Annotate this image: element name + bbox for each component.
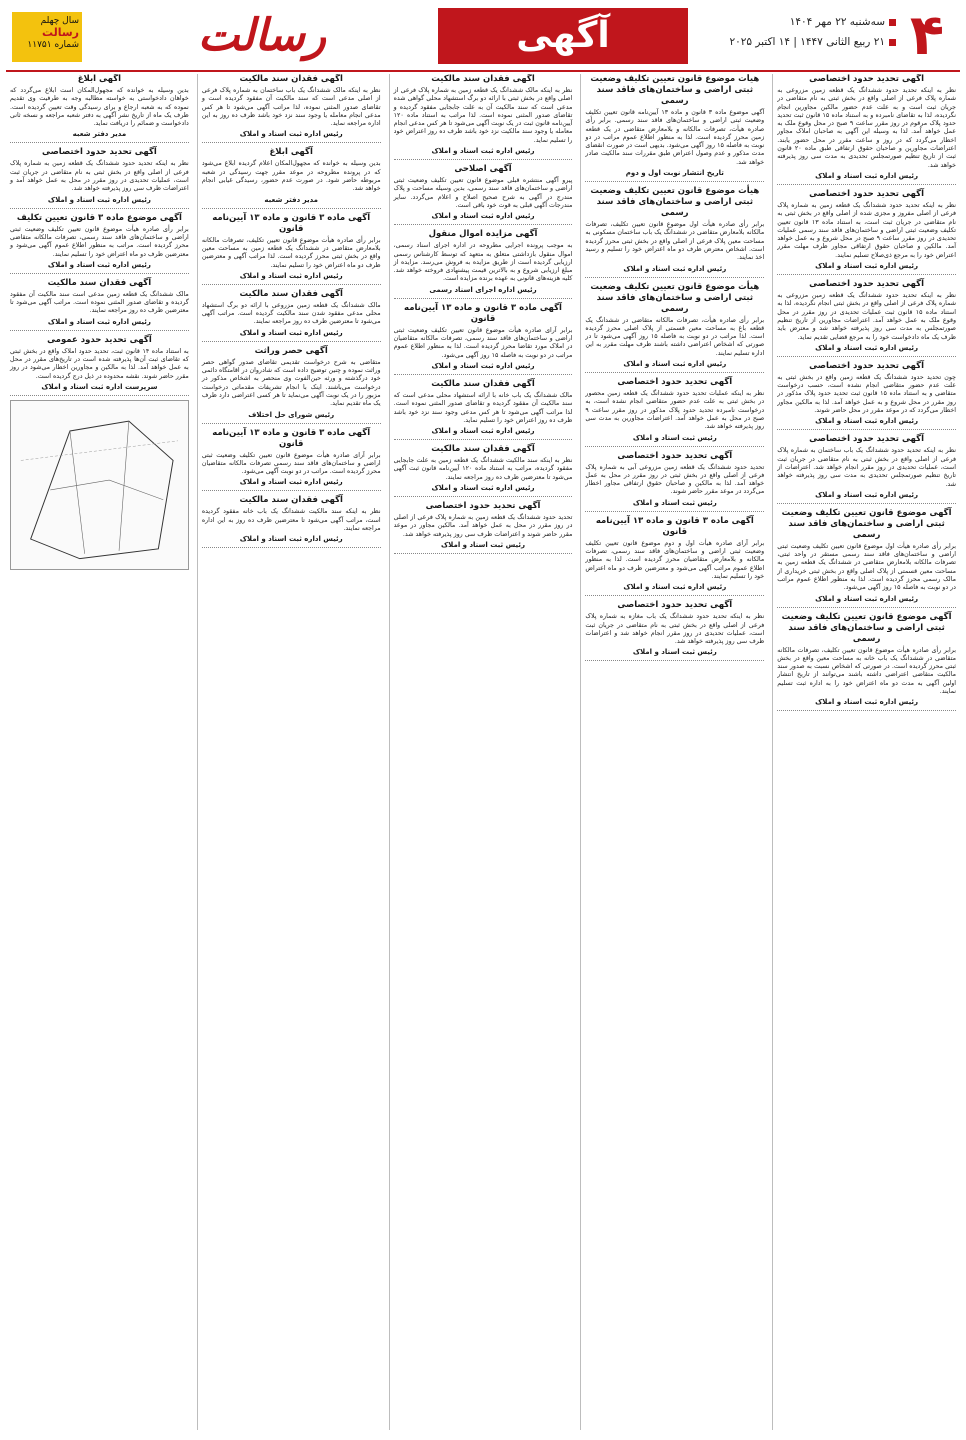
notice-title: آگهی تحدید حدود اختصاصی bbox=[617, 450, 733, 461]
notice-title: آگهی فقدان سند مالکیت bbox=[239, 74, 343, 84]
notice-title: آگهی تحدید حدود اختصاصی bbox=[809, 434, 925, 445]
notice-signature: سرپرست اداره ثبت اسناد و املاک bbox=[41, 382, 158, 391]
date-text-2: ۲۱ ربیع الثانی ۱۴۴۷ | ۱۴ اکتبر ۲۰۲۵ bbox=[729, 36, 885, 48]
notice-body: آگهی موضوع ماده ۳ قانون و ماده ۱۳ آیین‌نامه قانون تعیین تکلیف وضعیت ثبتی اراضی و ساختمان‌های فاقد سند رسمی. برابر رأی صادره هیأت، تصرفات مالکانه و بلامعارض متقاضی در یک قطعه زمین محرز گردیده است. لذا به منظور اطلاع عموم مراتب در دو نوبت به فاصله ۱۵ روز آگهی می‌شود. بدیهی است در صورت انقضای مدت مذکور و عدم وصول اعتراض طبق مقررات سند مالکیت صادر خواهد شد. bbox=[585, 109, 765, 166]
notice-body: تحدید حدود ششدانگ یک قطعه زمین مزروعی آبی به شماره پلاک فرعی از اصلی واقع در بخش ثبتی در روز مقرر در محل به عمل خواهد آمد. لذا به مالکین و صاحبان حقوق ارتفاقی مجاور اخطار می‌گردد در موعد مقرر حاضر شوند. bbox=[585, 463, 765, 496]
notice-title: آگهی فقدان سند مالکیت bbox=[239, 495, 343, 506]
notice-title: آگهی ماده ۳ قانون و ماده ۱۳ آیین‌نامه قانون bbox=[212, 212, 371, 234]
notice bbox=[777, 612, 956, 712]
notice-body: بدین وسیله به خوانده که مجهول‌المکان اعلام گردیده ابلاغ می‌شود که در پرونده مطروحه در موعد مقرر جهت رسیدگی در شعبه مربوطه حاضر شود. در صورت عدم حضور، رسیدگی غیابی انجام خواهد شد. bbox=[201, 160, 381, 193]
notice bbox=[585, 451, 764, 512]
notice-body: به استناد ماده ۱۴ قانون ثبت، تحدید حدود املاک واقع در بخش ثبتی که تقاضای ثبت آن‌ها پذیرفته شده است در تاریخ‌های مقرر در محل به عمل خواهد آمد. لذا به مالکین و مجاورین اخطار می‌شود در روز مقرر حاضر شوند. نقشه محدوده در ذیل درج گردیده است. bbox=[10, 347, 189, 380]
notice-divider bbox=[10, 208, 189, 209]
notice-columns bbox=[6, 74, 960, 1430]
notice-title: آگهی ابلاغ bbox=[269, 147, 313, 158]
notice-body: برابر آرای صادره هیأت موضوع قانون تعیین تکلیف وضعیت ثبتی اراضی و ساختمان‌های فاقد سند رسمی، تصرفات مالکانه متقاضیان در املاک مورد تقاضا محرز گردیده است. لذا به منظور اطلاع عموم مراتب در دو نوبت به فاصله ۱۵ روز آگهی می‌شود. bbox=[393, 326, 573, 359]
notice-signature: رئیس ثبت اسناد و املاک bbox=[632, 433, 717, 442]
notice-body: برابر رأی صادره هیأت موضوع قانون تعیین تکلیف، تصرفات مالکانه بلامعارض متقاضی در ششدانگ یک قطعه زمین به مساحت معین واقع در بخش ثبتی محرز گردیده است. لذا مراتب آگهی و معترضین ظرف دو ماه اعتراض خود را تسلیم نمایند. bbox=[201, 236, 381, 269]
pub-issue: شماره ۱۱۷۵۱ bbox=[27, 40, 79, 50]
notice bbox=[394, 501, 573, 554]
notice-title: آگهی تحدید حدود عمومی bbox=[47, 334, 152, 345]
notice-title: آگهی تحدید حدود اختصاصی bbox=[617, 377, 733, 388]
notice-divider bbox=[585, 372, 764, 373]
notice bbox=[10, 335, 189, 396]
notice-divider bbox=[777, 274, 956, 275]
notice bbox=[202, 495, 381, 548]
notice-divider bbox=[202, 341, 381, 342]
notice-body: برابر رأی صادره هیأت موضوع قانون تعیین تکلیف وضعیت ثبتی اراضی و ساختمان‌های فاقد سند رسمی، تصرفات مالکانه متقاضی محرز گردیده است. مراتب به منظور اطلاع عموم آگهی می‌شود و معترضین ظرف دو ماه اعتراض خود را تسلیم نمایند. bbox=[10, 225, 189, 258]
publication-info-box bbox=[12, 12, 82, 62]
notice-title: آگهی ماده ۳ قانون و ماده ۱۳ آیین‌نامه قانون bbox=[404, 302, 562, 324]
notice-signature: رئیس ثبت اسناد و املاک bbox=[441, 540, 525, 549]
notice-title: آگهی تحدید حدود اختصاصی bbox=[425, 501, 541, 512]
notice-title: آگهی موضوع قانون تعیین تکلیف وضعیت ثبتی اراضی و ساختمان‌های فاقد سند رسمی bbox=[781, 611, 952, 644]
notice bbox=[10, 213, 189, 274]
notice-signature: رئیس اداره ثبت اسناد و املاک bbox=[239, 328, 343, 337]
notice-title: آگهی فقدان سند مالکیت bbox=[239, 288, 343, 299]
notice bbox=[394, 74, 573, 160]
column-1 bbox=[772, 74, 960, 1430]
notice-body: نظر به اینکه تحدید حدود ششدانگ یک باب مغازه به شماره پلاک فرعی از اصلی واقع در بخش ثبتی به نام متقاضی در جریان ثبت است، عملیات تحدیدی در روز مقرر انجام خواهد شد و اعتراضات ظرف سی روز پذیرفته خواهد شد. bbox=[585, 613, 765, 646]
notice-body: برابر رأی صادره هیأت موضوع قانون تعیین تکلیف، تصرفات مالکانه متقاضی در ششدانگ یک باب خانه به مساحت معین واقع در بخش ثبتی محرز گردیده است. در صورتی که اشخاص نسبت به صدور سند مالکیت متقاضی اعتراضی داشته باشند می‌توانند از تاریخ انتشار اولین آگهی به مدت دو ماه اعتراض خود را به اداره ثبت تسلیم نمایند. bbox=[777, 646, 956, 696]
notice bbox=[585, 186, 764, 277]
date-text-1: سه‌شنبه ۲۲ مهر ۱۴۰۴ bbox=[789, 16, 885, 28]
notice bbox=[585, 74, 764, 182]
notice-signature: رئیس اداره ثبت اسناد و املاک bbox=[815, 594, 919, 603]
notice-body: متقاضی به شرح درخواست تقدیمی تقاضای صدور گواهی حصر وراثت نموده و چنین توضیح داده است که شادروان در اقامتگاه دائمی خود درگذشته و ورثه حین‌الفوت وی منحصر به اشخاص مذکور در درخواست می‌باشند. اینک با انجام تشریفات مقدماتی درخواست مزبور را در یک نوبت آگهی می‌نماید تا هر کسی اعتراضی دارد ظرف یک ماه تقدیم نماید. bbox=[201, 358, 381, 408]
notice-title: آگهی موضوع قانون تعیین تکلیف وضعیت ثبتی اراضی و ساختمان‌های فاقد سند رسمی bbox=[781, 507, 952, 540]
date-line bbox=[696, 32, 896, 52]
notice bbox=[202, 428, 381, 492]
notice-signature: رئیس اداره ثبت اسناد و املاک bbox=[239, 130, 343, 139]
notice bbox=[585, 282, 764, 373]
column-4 bbox=[197, 74, 385, 1430]
notice bbox=[10, 147, 189, 208]
notice-divider bbox=[202, 208, 381, 209]
notice-signature: رئیس اداره ثبت اسناد و املاک bbox=[815, 171, 919, 180]
notice-body: نظر به اینکه تحدید حدود ششدانگ یک قطعه زمین مزروعی به شماره پلاک فرعی از اصلی واقع در بخش ثبتی به نام متقاضی در جریان ثبت است و به علت عدم حضور مالکین مجاورین انجام نگردیده، لذا به تقاضای نامبرده و به استناد ماده ۱۵ قانون ثبت تحدید حدود پلاک مرقوم در روز مقرر ساعت ۹ صبح در محل وقوع ملک به عمل خواهد آمد. لذا به وسیله این آگهی به صاحبان املاک مجاور اخطار می‌گردد که در روز و ساعت مقرر در محل حضور یابند. اعتراضات مجاورین و صاحبان حقوق ارتفاقی طبق ماده ۲۰ قانون ثبت از تاریخ تنظیم صورتمجلس تحدیدی به مدت سی روز پذیرفته خواهد شد. bbox=[777, 87, 956, 169]
notice-title: هیأت موضوع قانون تعیین تکلیف وضعیت ثبتی اراضی و ساختمان‌های فاقد سند رسمی bbox=[590, 186, 760, 219]
notice-signature: رئیس اداره ثبت اسناد و املاک bbox=[431, 484, 535, 493]
notice-divider bbox=[585, 511, 764, 512]
notice-divider bbox=[202, 142, 381, 143]
page-number: ۴ bbox=[909, 3, 945, 68]
notice-signature: رئیس اداره اجرای اسناد رسمی bbox=[429, 285, 537, 294]
column-2 bbox=[580, 74, 768, 1430]
notice-signature: رئیس ثبت اسناد و املاک bbox=[632, 498, 717, 507]
notice-body: نظر به اینکه تحدید حدود ششدانگ یک باب ساختمان به شماره پلاک فرعی از اصلی واقع در بخش ثبتی به نام متقاضی در جریان ثبت است، عملیات تحدیدی در روز مقرر انجام خواهد شد. اعتراضات از تاریخ تنظیم صورتمجلس تحدیدی به مدت سی روز پذیرفته خواهد شد. bbox=[777, 447, 956, 488]
notice bbox=[777, 74, 956, 185]
column-3 bbox=[389, 74, 577, 1430]
notice-title: آگهی تحدید حدود اختصاصی bbox=[809, 279, 925, 290]
notice-signature: رئیس شورای حل اختلاف bbox=[248, 410, 335, 419]
column-5 bbox=[6, 74, 193, 1430]
notice bbox=[777, 508, 956, 608]
bullet-square-icon bbox=[889, 39, 896, 46]
bullet-square-icon bbox=[889, 19, 896, 26]
mini-logo: رسالت bbox=[41, 26, 79, 39]
notice-divider bbox=[394, 496, 573, 497]
notice bbox=[585, 516, 764, 596]
notice-title: آگهی ابلاغ bbox=[77, 74, 122, 84]
notice-title: آگهی ماده ۳ قانون و ماده ۱۳ آیین‌نامه قانون bbox=[212, 427, 371, 449]
notice-title: آگهی حصر وراثت bbox=[254, 345, 328, 356]
notice-divider bbox=[394, 298, 573, 299]
notice-body: پیرو آگهی منتشره قبلی موضوع قانون تعیین تکلیف وضعیت ثبتی اراضی و ساختمان‌های فاقد سند رسمی، بدین وسیله مساحت و پلاک مندرج در آگهی به شرح صحیح اصلاح و اعلام می‌گردد. سایر مندرجات آگهی قبلی به قوت خود باقی است. bbox=[393, 177, 573, 209]
notice-divider bbox=[10, 273, 189, 274]
notice-body: نظر به اینکه مالک ششدانگ یک قطعه زمین به شماره پلاک فرعی از اصلی واقع در بخش ثبتی با ارائه دو برگ استشهاد محلی گواهی شده مدعی است که سند مالکیت آن به علت جابجایی مفقود گردیده و تقاضای صدور المثنی نموده است. لذا مراتب به استناد ماده ۱۲۰ آیین‌نامه قانون ثبت در یک نوبت آگهی می‌شود تا هر کس مدعی انجام معامله یا وجود سند مالکیت نزد خود باشد ظرف ده روز اعتراض خود را تسلیم نماید. bbox=[393, 87, 573, 144]
notice-signature: رئیس اداره ثبت اسناد و املاک bbox=[239, 271, 343, 280]
notice-divider bbox=[202, 547, 381, 548]
notice-divider bbox=[202, 423, 381, 424]
notice-body: نظر به اینکه عملیات تحدید حدود ششدانگ یک قطعه زمین محصور در بخش ثبتی به علت عدم حضور متقاضی انجام نشده است، به درخواست نامبرده تحدید حدود پلاک مذکور در روز مقرر ساعت ۹ صبح در محل به عمل خواهد آمد. اعتراضات مجاورین به مدت سی روز پذیرفته خواهد شد. bbox=[585, 390, 765, 431]
notice-body: نظر به اینکه تحدید حدود ششدانگ یک قطعه زمین مزروعی به شماره پلاک فرعی از اصلی واقع در بخش ثبتی انجام نگردیده، لذا به استناد ماده ۱۵ قانون ثبت عملیات تحدیدی در روز مقرر در محل وقوع ملک به عمل خواهد آمد. اعتراضات مجاورین از تاریخ تنظیم صورتمجلس به مدت سی روز پذیرفته خواهد شد و معترض باید ظرف یک ماه دادخواست خود را به مرجع قضایی تقدیم نماید. bbox=[777, 292, 957, 341]
notice-title: آگهی مزایده اموال منقول bbox=[428, 229, 538, 240]
notice-body: چون تحدید حدود ششدانگ یک قطعه زمین واقع در بخش ثبتی به علت عدم حضور متقاضی انجام نشده است، حسب درخواست متقاضی و به استناد ماده ۱۵ قانون ثبت تحدید حدود پلاک مذکور در روز مقرر در محل شروع و به عمل خواهد آمد. لذا به مالکین مجاور اخطار می‌گردد که در موعد مقرر در محل حاضر شوند. bbox=[777, 373, 956, 415]
notice-body: برابر رأی صادره هیأت، تصرفات مالکانه متقاضی در ششدانگ یک قطعه باغ به مساحت معین قسمتی از پلاک اصلی محرز گردیده است. لذا مراتب در دو نوبت به فاصله ۱۵ روز آگهی می‌شود تا در صورتی که اشخاص اعتراضی داشته باشند ظرف مهلت مقرر به این اداره تسلیم نمایند. bbox=[585, 316, 765, 357]
notice bbox=[777, 361, 956, 430]
notice-body: مالک ششدانگ یک قطعه زمین مدعی است سند مالکیت آن مفقود گردیده و تقاضای صدور المثنی نموده است. مراتب آگهی می‌شود تا معترضین ظرف ده روز مراجعه نمایند. bbox=[10, 290, 189, 315]
notice-body: نظر به اینکه سند مالکیت ششدانگ یک باب خانه مفقود گردیده است، مراتب آگهی می‌شود تا معترضین ظرف ده روز به این اداره مراجعه نمایند. bbox=[201, 508, 381, 533]
notice-divider bbox=[394, 224, 573, 225]
notice-divider bbox=[777, 710, 956, 711]
notice-divider bbox=[202, 284, 381, 285]
notice-title: آگهی تحدید حدود اختصاصی bbox=[809, 360, 925, 371]
notice-body: برابر رأی صادره هیأت اول موضوع قانون تعیین تکلیف، تصرفات مالکانه بلامعارض متقاضی در ششدانگ یک باب ساختمان مسکونی به مساحت معین پلاک فرعی از اصلی واقع در بخش ثبتی محرز گردیده است. اشخاص معترض ظرف دو ماه اعتراض خود را تسلیم و رسید اخذ نمایند. bbox=[585, 221, 765, 262]
notice-divider bbox=[394, 553, 573, 554]
notice bbox=[202, 74, 381, 143]
notice-body: نظر به اینکه مالک ششدانگ یک باب ساختمان به شماره پلاک فرعی از اصلی مدعی است که سند مالکیت آن مفقود گردیده است و تقاضای صدور المثنی نموده، لذا مراتب آگهی می‌شود تا هر کس مدعی انجام معامله یا وجود سند نزد خود باشد ظرف ده روز به این اداره مراجعه نماید. bbox=[201, 87, 381, 128]
notice-signature: مدیر دفتر شعبه bbox=[72, 130, 127, 139]
notice-body: برابر آرای صادره هیأت اول و دوم موضوع قانون تعیین تکلیف وضعیت ثبتی اراضی و ساختمان‌های فاقد سند رسمی، تصرفات مالکانه و بلامعارض متقاضیان محرز گردیده است. لذا به منظور اطلاع عموم مراتب آگهی می‌شود و معترضین ظرف دو ماه اعتراض خود را تسلیم نمایند. bbox=[585, 539, 765, 580]
notice bbox=[394, 444, 573, 497]
notice-divider bbox=[394, 439, 573, 440]
notice bbox=[777, 434, 956, 503]
notice bbox=[10, 278, 189, 331]
notice-signature: تاریخ انتشار نوبت اول و دوم bbox=[625, 169, 724, 178]
pub-volume: سال چهلم bbox=[40, 16, 79, 26]
newspaper-logo: رسالت bbox=[197, 10, 327, 61]
notice-divider bbox=[585, 181, 764, 182]
masthead bbox=[6, 4, 960, 72]
notice-signature: رئیس ثبت اسناد و املاک bbox=[632, 648, 717, 657]
notice-body: تحدید حدود ششدانگ یک قطعه زمین به شماره پلاک فرعی از اصلی در روز مقرر در محل به عمل خواهد آمد. مالکین مجاور در موعد مقرر حاضر شوند و اعتراضات ظرف سی روز پذیرفته خواهد شد. bbox=[393, 514, 573, 538]
notice-title: آگهی تحدید حدود اختصاصی bbox=[617, 600, 733, 611]
notice bbox=[394, 303, 573, 375]
notice-signature: رئیس اداره ثبت اسناد و املاک bbox=[431, 427, 535, 436]
notice-body: نظر به اینکه سند مالکیت ششدانگ یک قطعه زمین به علت جابجایی مفقود گردیده، مراتب به استناد ماده ۱۲۰ آیین‌نامه قانون ثبت آگهی می‌شود تا معترضین ظرف ده روز مراجعه نمایند. bbox=[393, 457, 573, 481]
notice-divider bbox=[777, 356, 956, 357]
notice-divider bbox=[10, 395, 189, 396]
notice-signature: رئیس اداره ثبت اسناد و املاک bbox=[815, 343, 919, 352]
notice-signature: رئیس اداره ثبت اسناد و املاک bbox=[47, 195, 151, 204]
notice-divider bbox=[10, 142, 189, 143]
date-block bbox=[696, 12, 896, 52]
notice-signature: رئیس اداره ثبت اسناد و املاک bbox=[623, 583, 727, 592]
notice-title: هیأت موضوع قانون تعیین تکلیف وضعیت ثبتی اراضی و ساختمان‌های فاقد سند رسمی bbox=[590, 281, 760, 314]
notice-title: آگهی اصلاحی bbox=[454, 164, 512, 175]
notice-title: آگهی فقدان سند مالکیت bbox=[431, 74, 535, 84]
notice-divider bbox=[394, 374, 573, 375]
notice-body: نظر به اینکه تحدید حدود ششدانگ یک قطعه زمین به شماره پلاک فرعی از اصلی مفروز و مجزی شده از اصلی واقع در بخش ثبتی به نام متقاضی در جریان ثبت است، به استناد ماده ۱۳ قانون تعیین تکلیف وضعیت ثبتی اراضی و ساختمان‌های فاقد سند رسمی عملیات تحدیدی در روز مقرر ساعت ۹ صبح در محل شروع و به عمل خواهد آمد. مالکین و صاحبان حقوق ارتفاقی مجاور ظرف مهلت مقرر اعتراض خود را به مرجع ذی‌صلاح تسلیم نمایند. bbox=[777, 201, 957, 259]
section-title: آگهی bbox=[438, 8, 688, 64]
notice bbox=[202, 147, 381, 208]
notice-divider bbox=[585, 595, 764, 596]
parcel-map-icon bbox=[11, 401, 188, 569]
notice-body: مالک ششدانگ یک قطعه زمین مزروعی با ارائه دو برگ استشهاد محلی مدعی مفقود شدن سند مالکیت گردیده است. مراتب آگهی می‌شود تا معترضین ظرف ده روز مراجعه نمایند. bbox=[201, 301, 381, 326]
notice-body: برابر رأی صادره هیأت اول موضوع قانون تعیین تکلیف وضعیت ثبتی اراضی و ساختمان‌های فاقد سند رسمی مستقر در واحد ثبتی، تصرفات مالکانه بلامعارض متقاضی در ششدانگ یک قطعه زمین به مساحت معین قسمتی از پلاک اصلی واقع در بخش ثبتی خریداری از مالک رسمی محرز گردیده است. لذا به منظور اطلاع عموم مراتب در دو نوبت به فاصله ۱۵ روز آگهی می‌شود. bbox=[777, 542, 956, 592]
notice-divider bbox=[10, 330, 189, 331]
notice-divider bbox=[777, 429, 956, 430]
notice bbox=[394, 164, 573, 225]
notice-body: به موجب پرونده اجرایی مطروحه در اداره اجرای اسناد رسمی، اموال منقول بازداشتی متعلق به متعهد که توسط کارشناس رسمی ارزیابی گردیده است از طریق مزایده به فروش می‌رسد. مزایده از مبلغ ارزیابی شروع و به بالاترین قیمت پیشنهادی فروخته خواهد شد. کلیه هزینه‌های قانونی به عهده برنده مزایده است. bbox=[393, 242, 573, 283]
notice-title: هیأت موضوع قانون تعیین تکلیف وضعیت ثبتی اراضی و ساختمان‌های فاقد سند رسمی bbox=[590, 74, 760, 106]
notice-signature: رئیس اداره ثبت اسناد و املاک bbox=[815, 490, 919, 499]
notice-signature: مدیر دفتر شعبه bbox=[264, 195, 318, 204]
notice-signature: رئیس اداره ثبت اسناد و املاک bbox=[815, 417, 919, 426]
notice-signature: رئیس اداره ثبت اسناد و املاک bbox=[239, 478, 343, 487]
notice-divider bbox=[585, 446, 764, 447]
parcel-map-figure bbox=[10, 400, 189, 570]
notice-divider bbox=[394, 159, 573, 160]
notice bbox=[202, 213, 381, 285]
notice bbox=[585, 377, 764, 446]
notice bbox=[10, 74, 189, 143]
notice-signature: رئیس اداره ثبت اسناد و املاک bbox=[47, 317, 151, 326]
notice-signature: رئیس اداره ثبت اسناد و املاک bbox=[431, 212, 535, 221]
notice-divider bbox=[585, 277, 764, 278]
notice-title: آگهی فقدان سند مالکیت bbox=[47, 277, 152, 288]
notice-signature: رئیس اداره ثبت اسناد و املاک bbox=[431, 361, 535, 370]
notice bbox=[202, 346, 381, 424]
notice-title: آگهی تحدید حدود اختصاصی bbox=[809, 74, 925, 84]
notice bbox=[777, 189, 956, 275]
notice-title: آگهی فقدان سند مالکیت bbox=[431, 378, 535, 389]
notice-signature: رئیس اداره ثبت اسناد و املاک bbox=[815, 698, 919, 707]
notice-signature: رئیس اداره ثبت اسناد و املاک bbox=[47, 260, 151, 269]
notice-divider bbox=[585, 660, 764, 661]
notice bbox=[394, 379, 573, 440]
notice bbox=[202, 289, 381, 342]
notice bbox=[777, 279, 956, 357]
notice bbox=[394, 229, 573, 298]
notice-signature: رئیس اداره ثبت اسناد و املاک bbox=[815, 262, 919, 271]
notice-body: نظر به اینکه تحدید حدود ششدانگ یک قطعه زمین به شماره پلاک فرعی از اصلی واقع در بخش ثبتی به نام متقاضی در جریان ثبت است، عملیات تحدیدی در روز مقرر در محل به عمل خواهد آمد و اعتراضات ظرف سی روز پذیرفته خواهد شد. bbox=[10, 160, 189, 193]
notice-divider bbox=[202, 490, 381, 491]
notice-signature: رئیس اداره ثبت اسناد و املاک bbox=[623, 360, 727, 369]
notice-divider bbox=[777, 607, 956, 608]
notice-title: آگهی موضوع ماده ۳ قانون تعیین تکلیف bbox=[16, 212, 182, 223]
notice-divider bbox=[777, 503, 956, 504]
notice-body: مالک ششدانگ یک باب خانه با ارائه استشهاد محلی مدعی است که سند مالکیت آن مفقود گردیده و تقاضای صدور المثنی نموده است. لذا مراتب آگهی می‌شود تا هر کس مدعی وجود سند نزد خود باشد ظرف ده روز اعتراض خود را تسلیم نماید. bbox=[393, 391, 573, 424]
notice-signature: رئیس اداره ثبت اسناد و املاک bbox=[239, 535, 343, 544]
notice-divider bbox=[777, 184, 956, 185]
notice-title: آگهی فقدان سند مالکیت bbox=[431, 444, 535, 455]
notice bbox=[585, 600, 764, 661]
notice-title: آگهی تحدید حدود اختصاصی bbox=[809, 188, 925, 199]
notice-title: آگهی ماده ۳ قانون و ماده ۱۳ آیین‌نامه قانون bbox=[595, 515, 754, 537]
notice-signature: رئیس اداره ثبت اسناد و املاک bbox=[623, 264, 727, 273]
notice-signature: رئیس اداره ثبت اسناد و املاک bbox=[431, 147, 535, 156]
notice-body: برابر آرای صادره هیأت موضوع قانون تعیین تکلیف وضعیت ثبتی اراضی و ساختمان‌های فاقد سند رسمی تصرفات مالکانه متقاضیان محرز گردیده است. مراتب در دو نوبت آگهی می‌شود. bbox=[201, 451, 381, 476]
notice-title: آگهی تحدید حدود اختصاصی bbox=[41, 147, 157, 158]
date-line bbox=[696, 12, 896, 32]
notice-body: بدین وسیله به خوانده که مجهول‌المکان است ابلاغ می‌گردد که خواهان دادخواستی به خواسته مطالبه وجه به طرفیت وی تقدیم نموده که به شعبه ارجاع و برای رسیدگی وقت تعیین گردیده است. ظرف یک ماه از تاریخ نشر آگهی به دفتر شعبه مراجعه و نسخه ثانی دادخواست و ضمائم را دریافت نماید. bbox=[10, 87, 189, 128]
